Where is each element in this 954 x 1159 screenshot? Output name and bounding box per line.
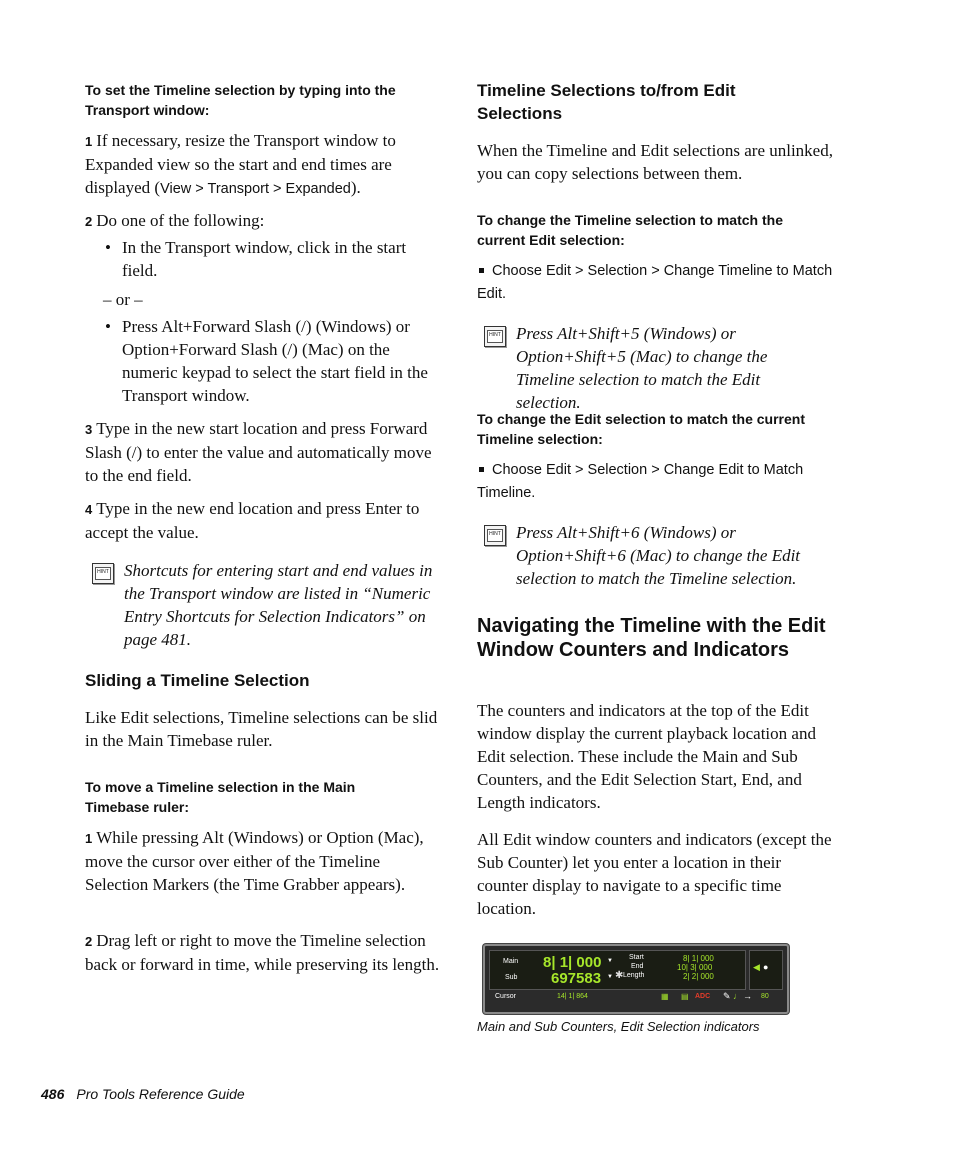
step-text: If necessary, resize the Transport window to Expanded view so the start and end times are displayed (	[85, 131, 396, 197]
record-icon: ●	[763, 962, 769, 972]
menu-instruction	[477, 260, 835, 306]
note-icon[interactable]: ♩	[733, 991, 742, 1001]
guide-title: Pro Tools Reference Guide	[76, 1086, 245, 1102]
bullet-dot: •	[105, 238, 111, 257]
paragraph: When the Timeline and Edit selections are unlinked, you can copy selections between them.	[477, 141, 833, 183]
tip-box	[484, 521, 829, 590]
procedure-heading: To change the Edit selection to match the current Timeline selection:	[477, 411, 806, 447]
step-text: Type in the new end location and press Enter to accept the value.	[85, 499, 420, 542]
clock-icon: ✱	[615, 970, 624, 981]
step-4	[85, 497, 445, 544]
tip-text: Shortcuts for entering start and end values in the Transport window are listed in “Numeric Entry Shortcuts for Selection Indicators” on page 481.	[124, 561, 433, 649]
step-number: 2	[85, 214, 93, 229]
menu-path: Edit > Selection > Change Timeline to Match Edit	[477, 263, 833, 302]
tempo-value: 80	[761, 993, 769, 1000]
figure-caption: Main and Sub Counters, Edit Selection indicators	[477, 1019, 760, 1034]
paragraph: Like Edit selections, Timeline selections can be slid in the Main Timebase ruler.	[85, 708, 438, 750]
bullet-item	[85, 236, 445, 282]
counters-figure	[483, 944, 789, 1014]
bullet-item	[85, 315, 445, 407]
choose-end: .	[502, 286, 507, 302]
tip-icon-label: HINT	[487, 529, 503, 542]
start-label: Start	[629, 954, 644, 961]
main-counter-value[interactable]: 8| 1| 000	[543, 954, 602, 971]
paragraph: The counters and indicators at the top of the Edit window display the current playback location and Edit selection. These include the Main and Sub Counters, and the Edit Selection Start, End, and Length indicators.	[477, 701, 816, 812]
choose-prefix: Choose	[492, 462, 547, 478]
bullet-square	[479, 467, 484, 472]
pencil-icon[interactable]: ✎	[723, 991, 731, 1001]
length-label: Length	[623, 972, 645, 979]
main-label: Main	[503, 958, 519, 965]
sub-label: Sub	[505, 974, 518, 981]
length-value[interactable]: 2| 2| 000	[683, 972, 714, 981]
bullet-square	[479, 268, 484, 273]
tip-icon	[92, 563, 114, 584]
section-heading: Timeline Selections to/from Edit Selections	[477, 81, 736, 123]
step-text: Do one of the following:	[96, 211, 265, 230]
end-label: End	[631, 963, 644, 970]
step-3	[85, 417, 445, 487]
page-number: 486	[41, 1086, 65, 1102]
choose-end: .	[531, 485, 536, 501]
end-value[interactable]: 10| 3| 000	[677, 963, 713, 972]
step-text: While pressing Alt (Windows) or Option (Mac), move the cursor over either of the Timeline Selection Markers (the Time Grabber appears).	[85, 828, 424, 894]
step-number: 2	[85, 934, 93, 949]
step-number: 1	[85, 831, 93, 846]
tempo-icon: →	[743, 991, 752, 1001]
tip-icon	[484, 326, 506, 347]
cursor-value: 14| 1| 864	[557, 993, 588, 1000]
procedure-heading: To move a Timeline selection in the Main Timebase ruler:	[85, 779, 356, 815]
bullet-text: In the Transport window, click in the start field.	[122, 238, 407, 280]
tip-icon-label: HINT	[487, 330, 503, 343]
step-2	[85, 209, 445, 233]
step-text: Type in the new start location and press Forward Slash (/) to enter the value and automatically move to the end field.	[85, 419, 432, 485]
start-value[interactable]: 8| 1| 000	[683, 954, 714, 963]
or-separator: – or –	[103, 290, 143, 309]
step-number: 1	[85, 134, 93, 149]
chevron-down-icon[interactable]: ▼	[607, 958, 613, 964]
cursor-label: Cursor	[495, 993, 517, 1000]
adc-indicator[interactable]: ADC	[695, 993, 711, 1000]
step-1	[85, 826, 445, 896]
tip-text: Press Alt+Shift+5 (Windows) or Option+Shift+5 (Mac) to change the Timeline selection to match the Edit selection.	[516, 324, 768, 412]
step-number: 3	[85, 422, 93, 437]
procedure-heading: To set the Timeline selection by typing into the Transport window:	[85, 82, 396, 118]
procedure-heading: To change the Timeline selection to match the current Edit selection:	[477, 212, 783, 248]
tip-box	[484, 322, 829, 414]
chevron-down-icon[interactable]: ▼	[607, 974, 613, 980]
menu-path: Edit > Selection > Change Edit to Match Timeline	[477, 462, 804, 501]
page-footer	[41, 1086, 245, 1102]
bullet-text: Press Alt+Forward Slash (/) (Windows) or Option+Forward Slash (/) (Mac) on the numeric keypad to select the start field in the Transport window.	[122, 317, 428, 405]
tip-text: Press Alt+Shift+6 (Windows) or Option+Shift+6 (Mac) to change the Edit selection to match the Timeline selection.	[516, 523, 801, 588]
paragraph: All Edit window counters and indicators (except the Sub Counter) let you enter a location in their counter display to navigate to a specific time location.	[477, 830, 832, 918]
step-text-end: ).	[350, 178, 361, 197]
choose-prefix: Choose	[492, 263, 547, 279]
menu-instruction	[477, 459, 835, 505]
sub-counter-value: 697583	[551, 970, 602, 987]
step-number: 4	[85, 502, 93, 517]
tip-icon	[484, 525, 506, 546]
menu-path: View > Transport > Expanded	[160, 181, 351, 197]
tip-box	[92, 559, 437, 651]
speaker-icon: ◀︎	[753, 962, 760, 972]
chapter-section-heading: Navigating the Timeline with the Edit Window Counters and Indicators	[477, 615, 826, 661]
section-heading: Sliding a Timeline Selection	[85, 671, 310, 690]
step-2	[85, 929, 445, 976]
document-icon[interactable]: ▤	[681, 992, 689, 1001]
tip-icon-label: HINT	[95, 567, 111, 580]
step-1	[85, 129, 445, 201]
step-text: Drag left or right to move the Timeline selection back or forward in time, while preserving its length.	[85, 931, 440, 974]
grid-icon[interactable]: ▦	[661, 992, 669, 1001]
bullet-dot: •	[105, 317, 111, 336]
